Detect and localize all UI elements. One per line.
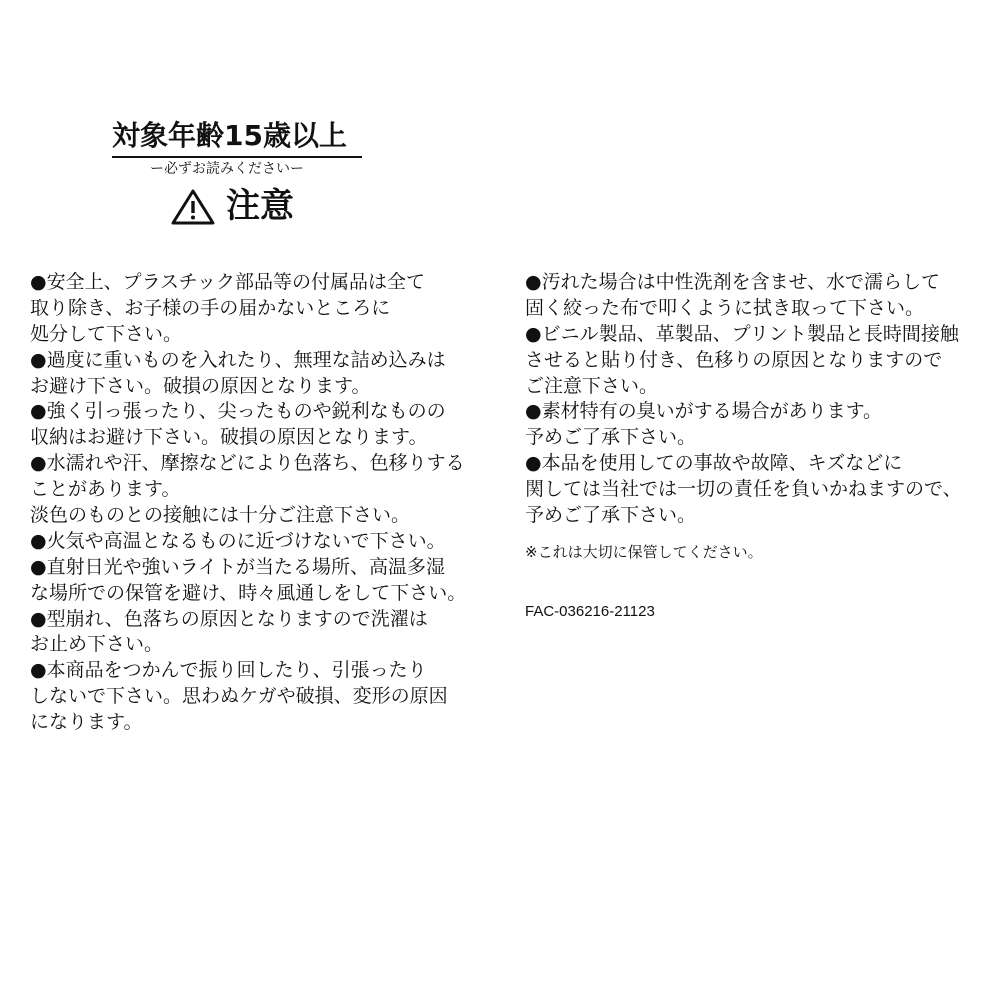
- caution-line: 取り除き、お子様の手の届かないところに: [30, 296, 391, 319]
- caution-line: 予めご了承下さい。: [525, 504, 697, 527]
- caution-line: 淡色のものとの接触には十分ご注意下さい。: [30, 504, 411, 527]
- caution-line: お避け下さい。破損の原因となります。: [30, 374, 371, 397]
- caution-line: しないで下さい。思わぬケガや破損、変形の原因: [30, 685, 448, 708]
- caution-line: 予めご了承下さい。: [525, 426, 697, 449]
- caution-line: 固く絞った布で叩くように拭き取って下さい。: [525, 296, 925, 319]
- caution-line: ●火気や高温となるものに近づけないで下さい。: [30, 529, 446, 552]
- caution-line: な場所での保管を避け、時々風通しをして下さい。: [30, 581, 467, 604]
- product-code: FAC-036216-21123: [525, 603, 655, 620]
- caution-line: ことがあります。: [30, 478, 181, 501]
- caution-line: になります。: [30, 711, 143, 734]
- caution-line: ●汚れた場合は中性洗剤を含ませ、水で濡らして: [525, 271, 941, 293]
- caution-line: ●直射日光や強いライトが当たる場所、高温多湿: [30, 555, 446, 578]
- caution-line: 処分して下さい。: [30, 322, 183, 345]
- warning-triangle-icon: [170, 188, 216, 226]
- caution-line: ●本品を使用しての事故や故障、キズなどに: [525, 452, 903, 475]
- keep-notice: ※これは大切に保管してください。: [525, 543, 763, 561]
- caution-line: 収納はお避け下さい。破損の原因となります。: [30, 426, 428, 449]
- right-caution-list: [525, 270, 975, 529]
- caution-line: ●強く引っ張ったり、尖ったものや鋭利なものの: [30, 400, 446, 423]
- caution-label: 注意: [226, 186, 294, 226]
- caution-line: 関しては当社では一切の責任を負いかねますので、: [525, 478, 962, 501]
- read-notice: ー必ずお読みくださいー: [150, 161, 304, 177]
- caution-line: ●安全上、プラスチック部品等の付属品は全て: [30, 271, 426, 293]
- caution-line: ご注意下さい。: [525, 374, 659, 397]
- caution-line: ●素材特有の臭いがする場合があります。: [525, 400, 883, 423]
- caution-line: ●過度に重いものを入れたり、無理な詰め込みは: [30, 348, 446, 371]
- left-caution-list: [30, 270, 485, 736]
- caution-line: ●ビニル製品、革製品、プリント製品と長時間接触: [525, 322, 959, 345]
- caution-line: ●本商品をつかんで振り回したり、引張ったり: [30, 659, 427, 682]
- caution-line: させると貼り付き、色移りの原因となりますので: [525, 348, 943, 371]
- caution-line: お止め下さい。: [30, 633, 164, 656]
- caution-line: ●型崩れ、色落ちの原因となりますので洗濯は: [30, 607, 428, 630]
- age-restriction-title: 対象年齢15歳以上: [112, 119, 347, 152]
- title-underline: [112, 156, 362, 158]
- caution-line: ●水濡れや汗、摩擦などにより色落ち、色移りする: [30, 452, 465, 475]
